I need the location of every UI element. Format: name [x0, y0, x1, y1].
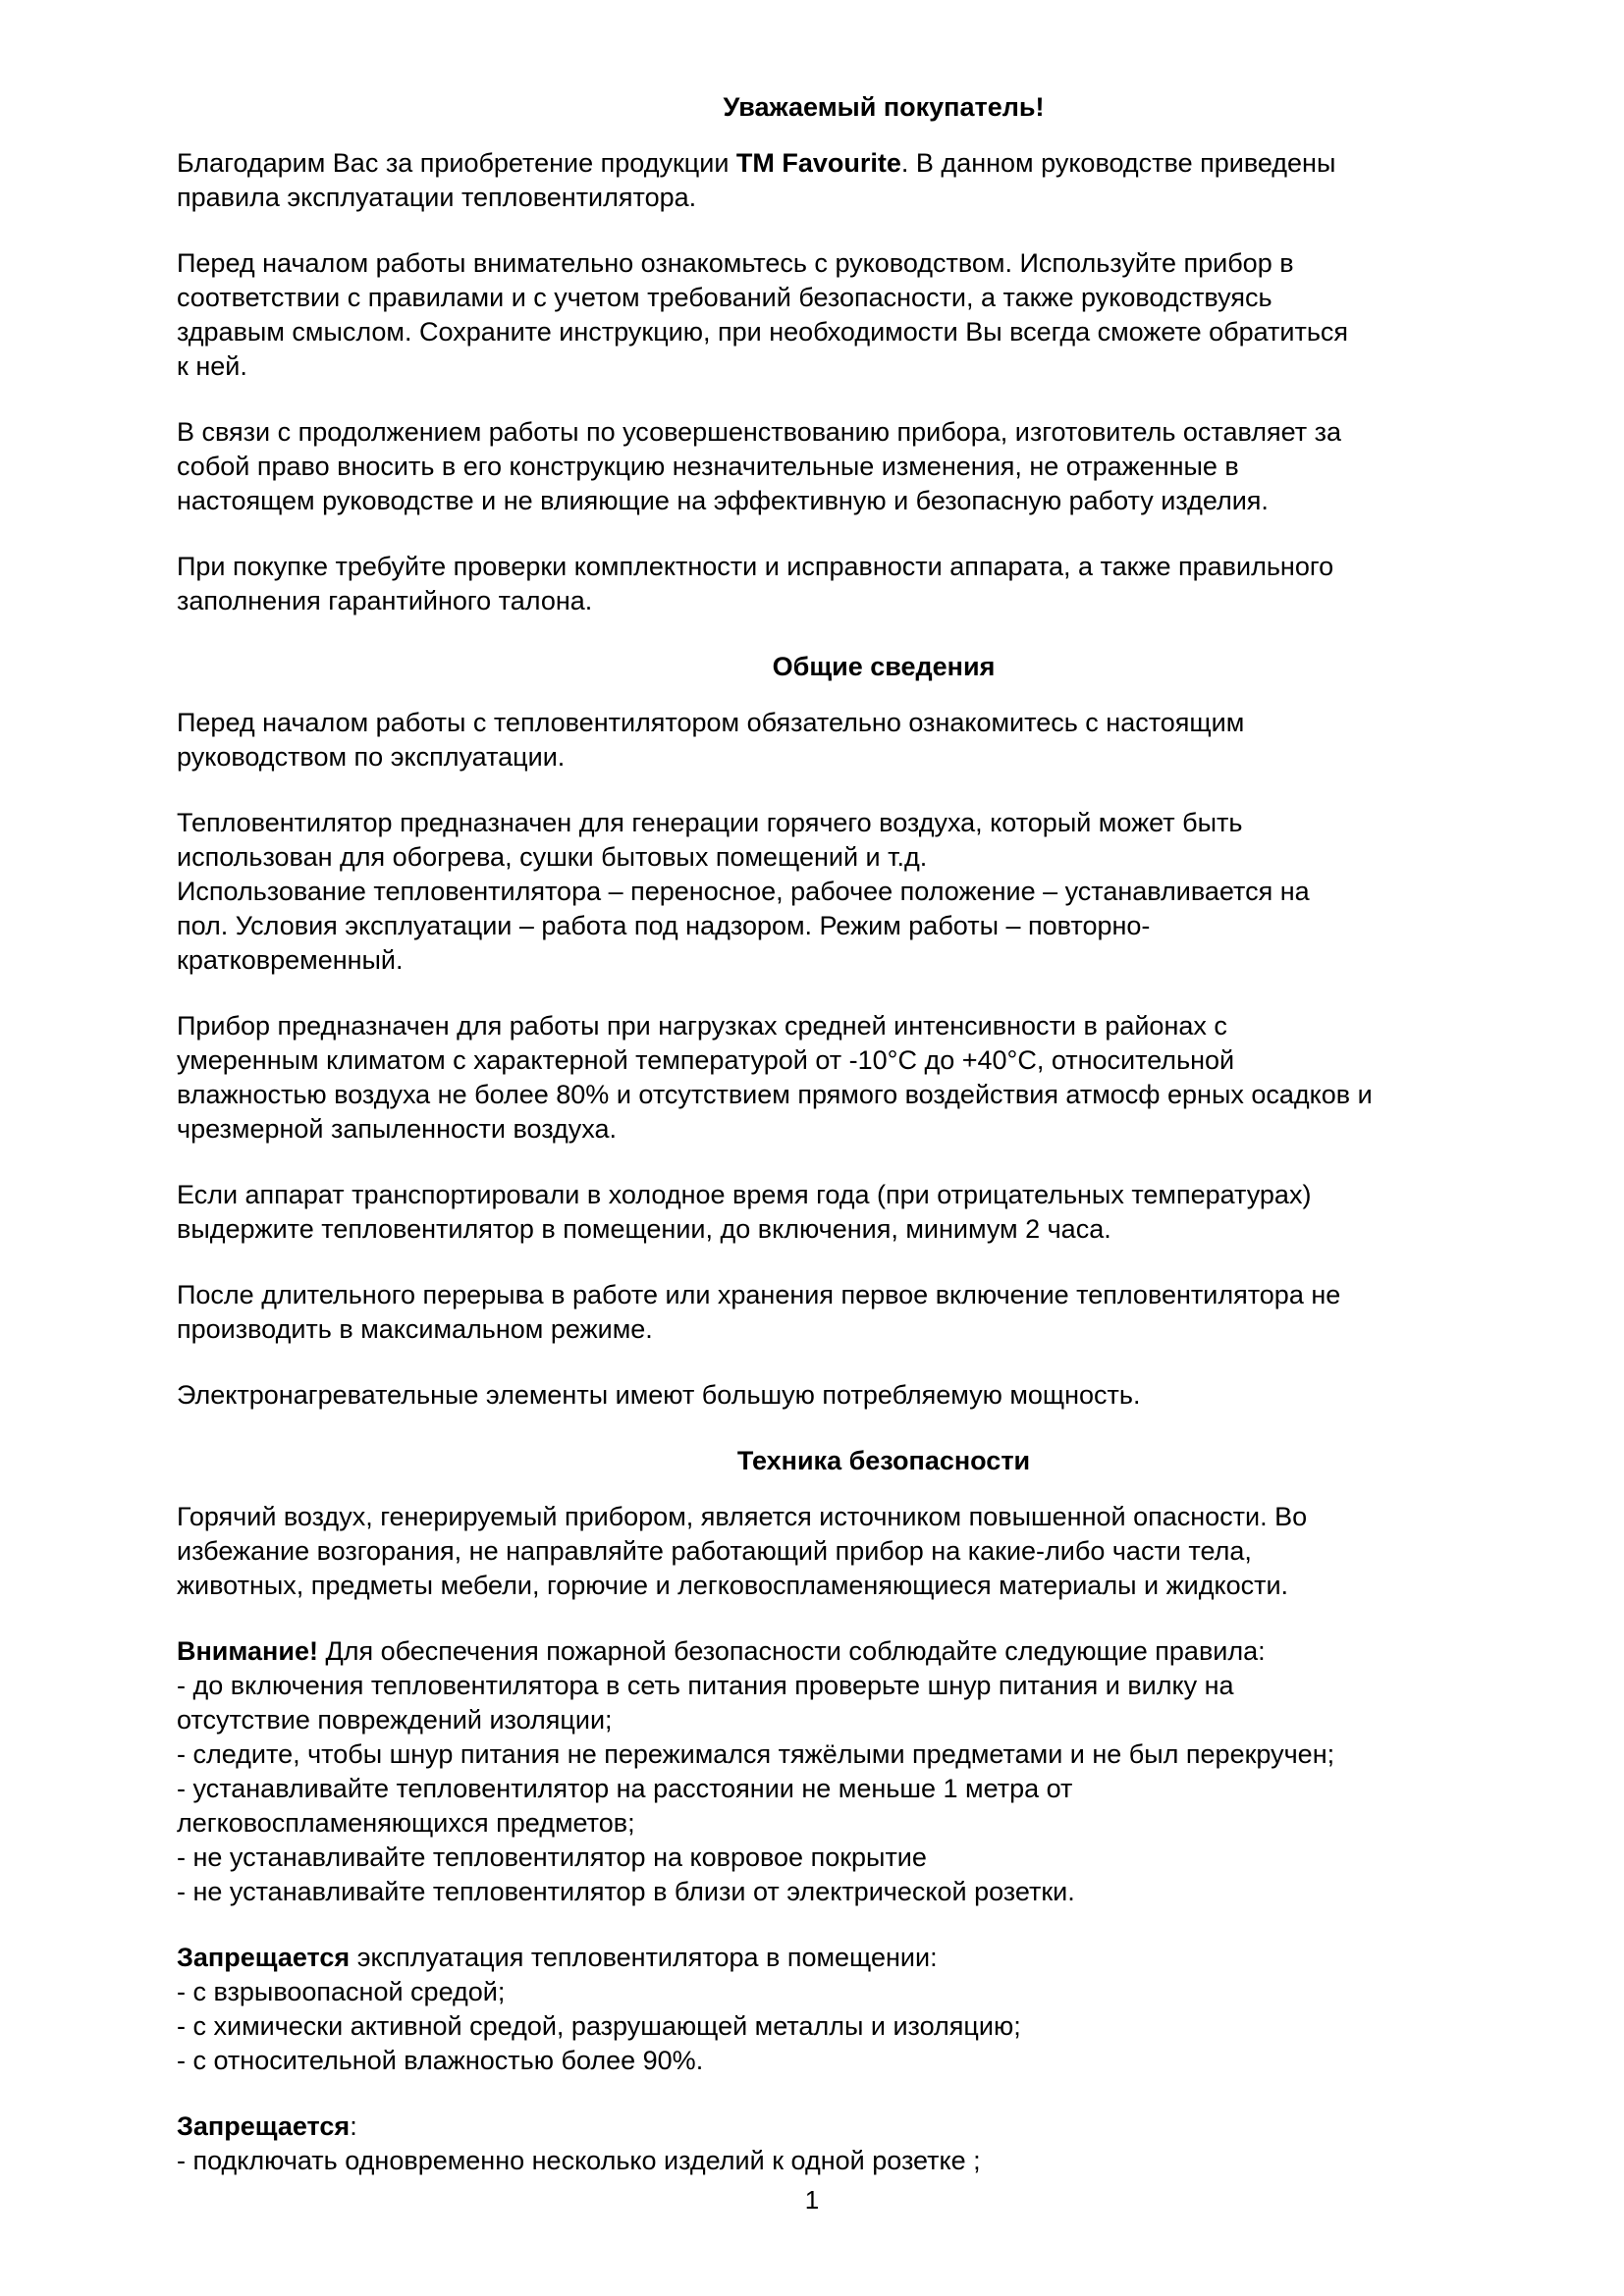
list-item: легковоспламеняющихся предметов; [177, 1808, 635, 1838]
forbidden-label: Запрещается [177, 1943, 351, 1972]
intro-p1-line-2: правила эксплуатации тепловентилятора. [177, 183, 697, 212]
text-line: После длительного перерыва в работе или хранения первое включение тепловентилятора не [177, 1280, 1341, 1309]
list-item: - не устанавливайте тепловентилятор на ковровое покрытие [177, 1842, 927, 1872]
safety-forbidden-block-2 [177, 2109, 1551, 2178]
text-line: Использование тепловентилятора – переносное, рабочее положение – устанавливается на [177, 877, 1310, 906]
main-heading: Уважаемый покупатель! [723, 92, 1045, 122]
forbidden-text: эксплуатация тепловентилятора в помещении: [350, 1943, 938, 1972]
page-number: 1 [804, 2185, 820, 2215]
forbidden-line [177, 2109, 1551, 2144]
text-line: Перед началом работы внимательно ознакомьтесь с руководством. Используйте прибор в [177, 248, 1294, 278]
safety-warning-block [177, 1634, 1551, 1909]
list-item: - с химически активной средой, разрушающей металлы и изоляцию; [177, 2011, 1021, 2041]
text-line: настоящем руководстве и не влияющие на эффективную и безопасную работу изделия. [177, 486, 1269, 515]
text-line: избежание возгорания, не направляйте работающий прибор на какие-либо части тела, [177, 1536, 1252, 1566]
intro-paragraph-4 [177, 550, 1551, 618]
general-paragraph-2 [177, 806, 1551, 978]
text-line: Прибор предназначен для работы при нагрузках средней интенсивности в районах с [177, 1011, 1227, 1041]
list-item: - подключать одновременно несколько изделий к одной розетке ; [177, 2146, 981, 2175]
text-line: пол. Условия эксплуатации – работа под надзором. Режим работы – повторно- [177, 911, 1151, 940]
document-page [177, 90, 1551, 2178]
text-line: чрезмерной запыленности воздуха. [177, 1114, 617, 1144]
intro-p1-text-after: . В данном руководстве приведены [900, 148, 1336, 178]
text-line: заполнения гарантийного талона. [177, 586, 593, 615]
intro-p1-text: Благодарим Вас за приобретение продукции [177, 148, 736, 178]
safety-forbidden-block-1 [177, 1941, 1551, 2078]
forbidden-label: Запрещается [177, 2111, 351, 2141]
text-line: руководством по эксплуатации. [177, 742, 566, 772]
text-line: собой право вносить в его конструкцию незначительные изменения, не отраженные в [177, 452, 1239, 481]
list-item: - устанавливайте тепловентилятор на расстоянии не меньше 1 метра от [177, 1774, 1073, 1803]
section-title-safety: Техника безопасности [736, 1446, 1031, 1475]
text-line: При покупке требуйте проверки комплектности и исправности аппарата, а также правильного [177, 552, 1334, 581]
warning-label: Внимание! [177, 1636, 318, 1666]
list-item: - до включения тепловентилятора в сеть питания проверьте шнур питания и вилку на [177, 1671, 1234, 1700]
intro-paragraph-2 [177, 246, 1551, 384]
text-line: выдержите тепловентилятор в помещении, до включения, минимум 2 часа. [177, 1214, 1111, 1244]
intro-paragraph-1 [177, 146, 1551, 215]
text-line: Если аппарат транспортировали в холодное время года (при отрицательных температурах) [177, 1180, 1312, 1209]
text-line: животных, предметы мебели, горючие и легковоспламеняющиеся материалы и жидкости. [177, 1571, 1289, 1600]
list-item: отсутствие повреждений изоляции; [177, 1705, 613, 1735]
text-line: здравым смыслом. Сохраните инструкцию, при необходимости Вы всегда сможете обратиться [177, 317, 1349, 347]
text-line: умеренным климатом с характерной температурой от -10°C до +40°C, относительной [177, 1045, 1235, 1075]
text-line: соответствии с правилами и с учетом требований безопасности, а также руководствуясь [177, 283, 1272, 312]
text-line: производить в максимальном режиме. [177, 1314, 653, 1344]
list-item: - следите, чтобы шнур питания не пережимался тяжёлыми предметами и не был перекручен; [177, 1739, 1335, 1769]
text-line: Горячий воздух, генерируемый прибором, является источником повышенной опасности. Во [177, 1502, 1308, 1531]
general-paragraph-3 [177, 1009, 1551, 1147]
text-line: кратковременный. [177, 945, 404, 975]
text-line: Перед началом работы с тепловентилятором обязательно ознакомитесь с настоящим [177, 708, 1245, 737]
text-line: влажностью воздуха не более 80% и отсутствием прямого воздействия атмосф ерных осадков и [177, 1080, 1373, 1109]
general-paragraph-1 [177, 706, 1551, 774]
text-line: Тепловентилятор предназначен для генерации горячего воздуха, который может быть [177, 808, 1243, 837]
forbidden-text: : [350, 2111, 357, 2141]
section-title-general: Общие сведения [772, 652, 996, 681]
text-line: использован для обогрева, сушки бытовых помещений и т.д. [177, 842, 928, 872]
text-line: к ней. [177, 351, 247, 381]
list-item: - с взрывоопасной средой; [177, 1977, 506, 2006]
warning-text: Для обеспечения пожарной безопасности соблюдайте следующие правила: [317, 1636, 1266, 1666]
text-line: Электронагревательные элементы имеют большую потребляемую мощность. [177, 1380, 1141, 1410]
safety-paragraph-1 [177, 1500, 1551, 1603]
list-item: - с относительной влажностью более 90%. [177, 2046, 704, 2075]
warning-line [177, 1634, 1551, 1669]
forbidden-line [177, 1941, 1551, 1975]
general-paragraph-4 [177, 1178, 1551, 1247]
intro-paragraph-3 [177, 415, 1551, 518]
text-line: В связи с продолжением работы по усовершенствованию прибора, изготовитель оставляет за [177, 417, 1341, 447]
list-item: - не устанавливайте тепловентилятор в близи от электрической розетки. [177, 1877, 1075, 1906]
brand-name: TM Favourite [735, 148, 901, 178]
general-paragraph-5 [177, 1278, 1551, 1347]
general-paragraph-6 [177, 1378, 1551, 1413]
